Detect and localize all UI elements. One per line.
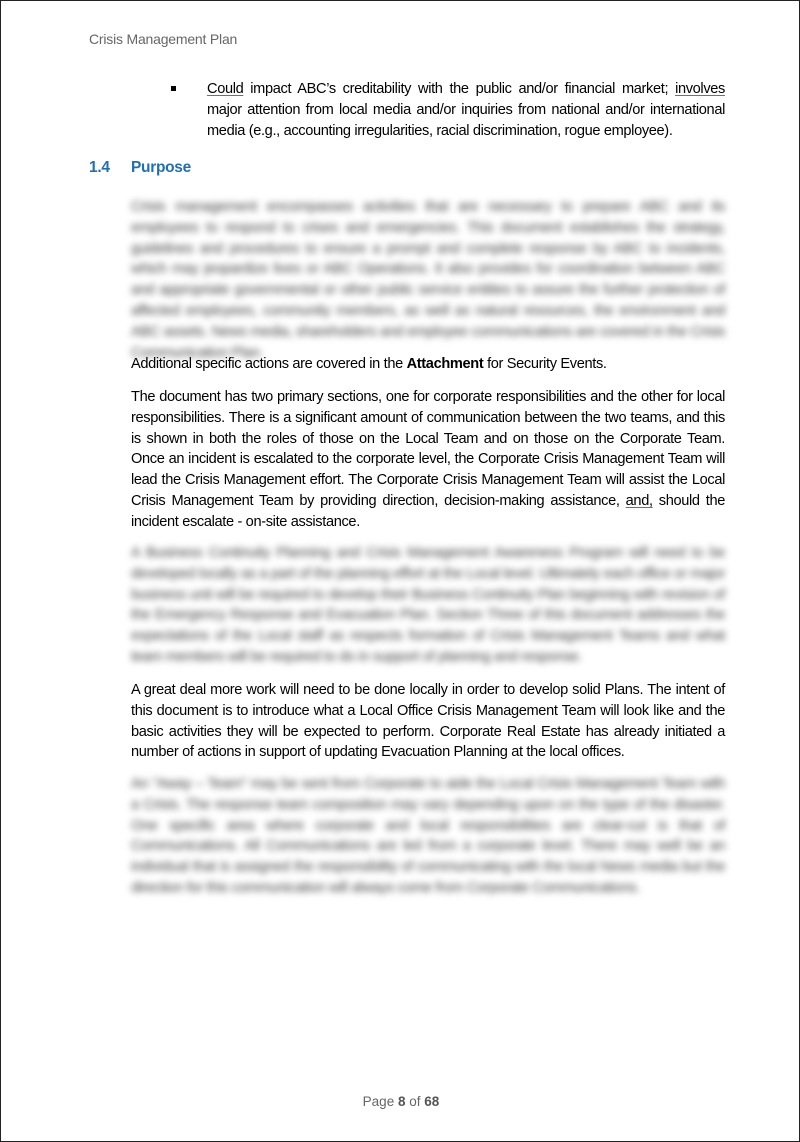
spell-flag-and: and, bbox=[625, 492, 653, 509]
document-para-after: should the incident escalate - on-site assistance. bbox=[131, 492, 725, 530]
blurred-paragraph-3 bbox=[131, 774, 725, 899]
blurred-text-3: An "Away – Team" may be sent from Corporate to aide the Local Crisis Management Team with a Crisis. The response team composition may vary depending upon on the type of the disaster. One specific area where corporate and local responsibilities are clear-cut is that of Communications. All Communications are led from a corporate level. There may well be an individual that is assigned the responsibility of communicating with the local News media but the direction for this communication will always come from Corporate Communications. bbox=[131, 776, 725, 896]
footer-of-label: of bbox=[409, 1094, 421, 1109]
footer-page-number: 8 bbox=[397, 1094, 406, 1109]
bullet-text-part2: major attention from local media and/or inquiries from national and/or international media (e.g., accounting irregularities, racial discrimination, rogue employee). bbox=[207, 101, 725, 139]
page-footer bbox=[1, 1094, 800, 1109]
blurred-text-2: A Business Continuity Planning and Crisis Management Awareness Program will need to be developed locally as a part of the planning effort at the Local level. Ultimately each office or major business unit will be required to develop their Business Continuity Plan beginning with revision of the Emergency Response and Evacuation Plan. Section Three of this document addresses the expectations of the Local staff as respects formation of Crisis Management Teams and what team members will be required to do in support of planning and response. bbox=[131, 545, 725, 665]
great-deal-text: A great deal more work will need to be done locally in order to develop solid Plans. The intent of this document is to introduce what a Local Office Crisis Management Team will look like and the basic activities they will be expected to perform. Corporate Real Estate has already initiated a number of actions in support of updating Evacuation Planning at the local offices. bbox=[131, 682, 725, 761]
blurred-text-1: Crisis management encompasses activities that are necessary to prepare ABC and its employees to respond to crises and emergencies. This document establishes the strategy, guidelines and procedures to ensure a prompt and complete response by ABC to incidents, which may jeopardize lives or ABC Operations. It also provides for coordination between ABC and appropriate governmental or other public service entities to assure the further protection of affected employees, community members, as well as natural resources, the environment and ABC assets. News media, shareholders and employee communications are covered in the Crisis Communication Plan. bbox=[131, 199, 725, 361]
additional-actions-paragraph bbox=[131, 354, 725, 375]
additional-after: for Security Events. bbox=[483, 356, 607, 372]
document-sections-paragraph bbox=[131, 387, 725, 533]
bullet-text bbox=[207, 79, 725, 141]
document-para-before: The document has two primary sections, one for corporate responsibilities and the other for local responsibilities. There is a significant amount of communication between the two teams, and this is shown in both the roles of those on the Local Team and on those on the Corporate Team. Once an incident is escalated to the corporate level, the Corporate Crisis Management Team will lead the Crisis Management effort. The Corporate Crisis Management Team will assist the Local Crisis Management Team by providing direction, decision-making assistance, bbox=[131, 389, 725, 509]
footer-total-pages: 68 bbox=[424, 1094, 440, 1109]
spell-flag-involves: involves bbox=[675, 81, 725, 97]
footer-page-label: Page bbox=[362, 1094, 395, 1109]
section-number: 1.4 bbox=[89, 159, 110, 176]
additional-before: Additional specific actions are covered in the bbox=[131, 356, 407, 372]
great-deal-paragraph bbox=[131, 680, 725, 763]
blurred-paragraph-1 bbox=[131, 197, 725, 363]
page-header: Crisis Management Plan bbox=[89, 31, 238, 47]
attachment-term: Attachment bbox=[406, 356, 484, 372]
section-title: Purpose bbox=[131, 159, 191, 176]
spell-flag-could: Could bbox=[207, 81, 244, 97]
bullet-text-part1: impact ABC’s creditability with the public and/or financial market; bbox=[243, 81, 676, 97]
bullet-square-icon bbox=[171, 86, 176, 91]
blurred-paragraph-2 bbox=[131, 543, 725, 668]
